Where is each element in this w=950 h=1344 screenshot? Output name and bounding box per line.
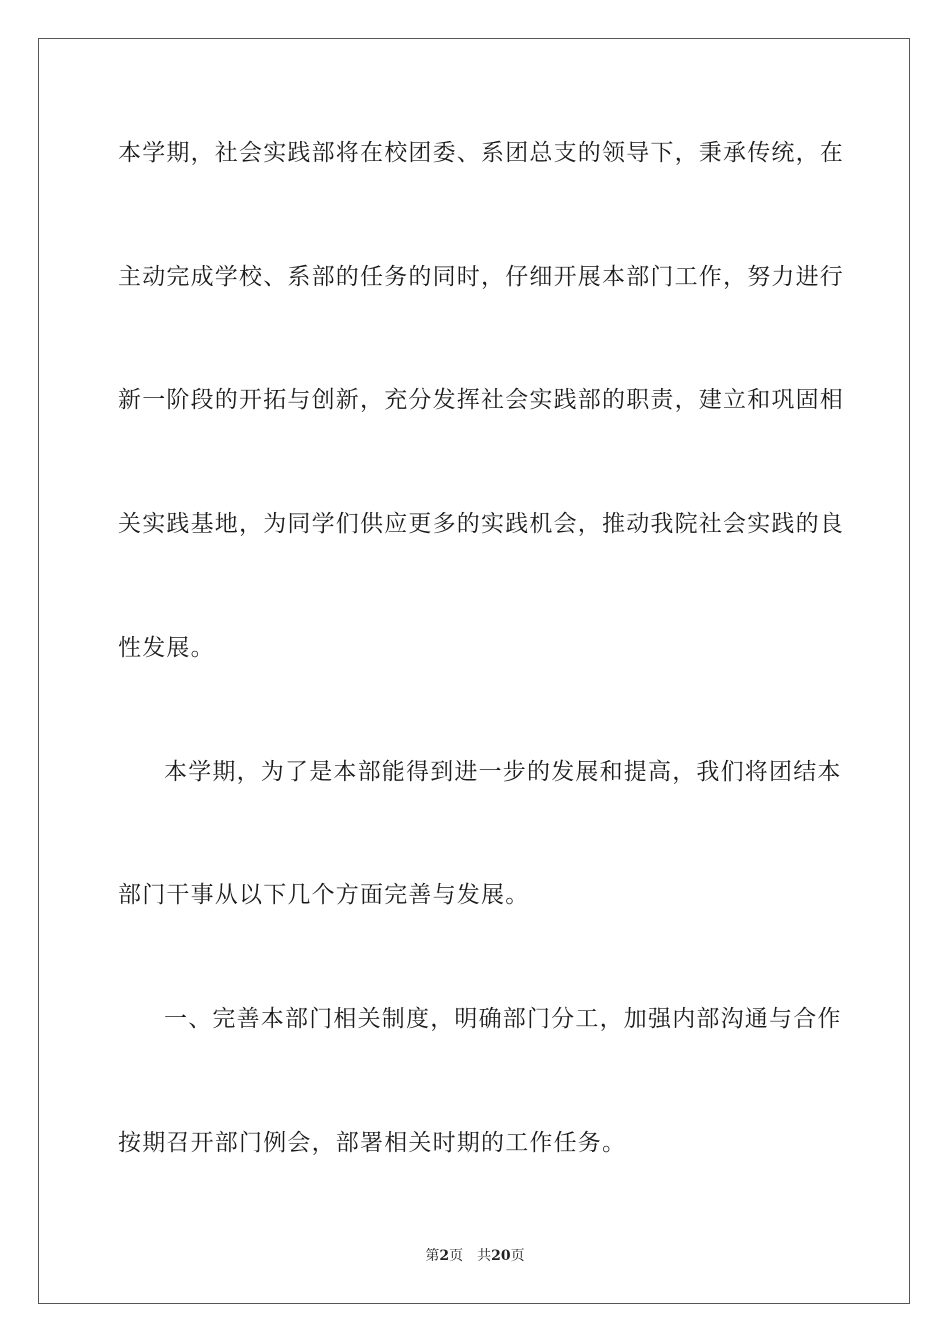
paragraph-line: 关实践基地，为同学们供应更多的实践机会，推动我院社会实践的良	[118, 511, 844, 537]
paragraph-line: 本学期，社会实践部将在校团委、系团总支的领导下，秉承传统，在	[118, 140, 844, 166]
page-suffix: 页	[449, 1248, 464, 1264]
paragraph-line: 按期召开部门例会，部署相关时期的工作任务。	[118, 1130, 627, 1156]
paragraph-line: 主动完成学校、系部的任务的同时，仔细开展本部门工作，努力进行	[118, 264, 844, 290]
total-prefix: 共	[477, 1248, 492, 1264]
section-heading-line: 一、完善本部门相关制度，明确部门分工，加强内部沟通与合作	[164, 1006, 842, 1032]
paragraph-line: 性发展。	[118, 635, 215, 661]
page-prefix: 第	[425, 1248, 440, 1264]
page-number: 2	[439, 1248, 450, 1264]
paragraph-line: 本学期，为了是本部能得到进一步的发展和提高，我们将团结本	[164, 759, 842, 785]
paragraph-line: 部门干事从以下几个方面完善与发展。	[118, 882, 530, 908]
total-suffix: 页	[510, 1248, 525, 1264]
total-pages: 20	[491, 1248, 511, 1264]
paragraph-line: 新一阶段的开拓与创新，充分发挥社会实践部的职责，建立和巩固相	[118, 387, 844, 413]
page-footer	[0, 1247, 950, 1265]
page-border	[38, 38, 910, 1304]
